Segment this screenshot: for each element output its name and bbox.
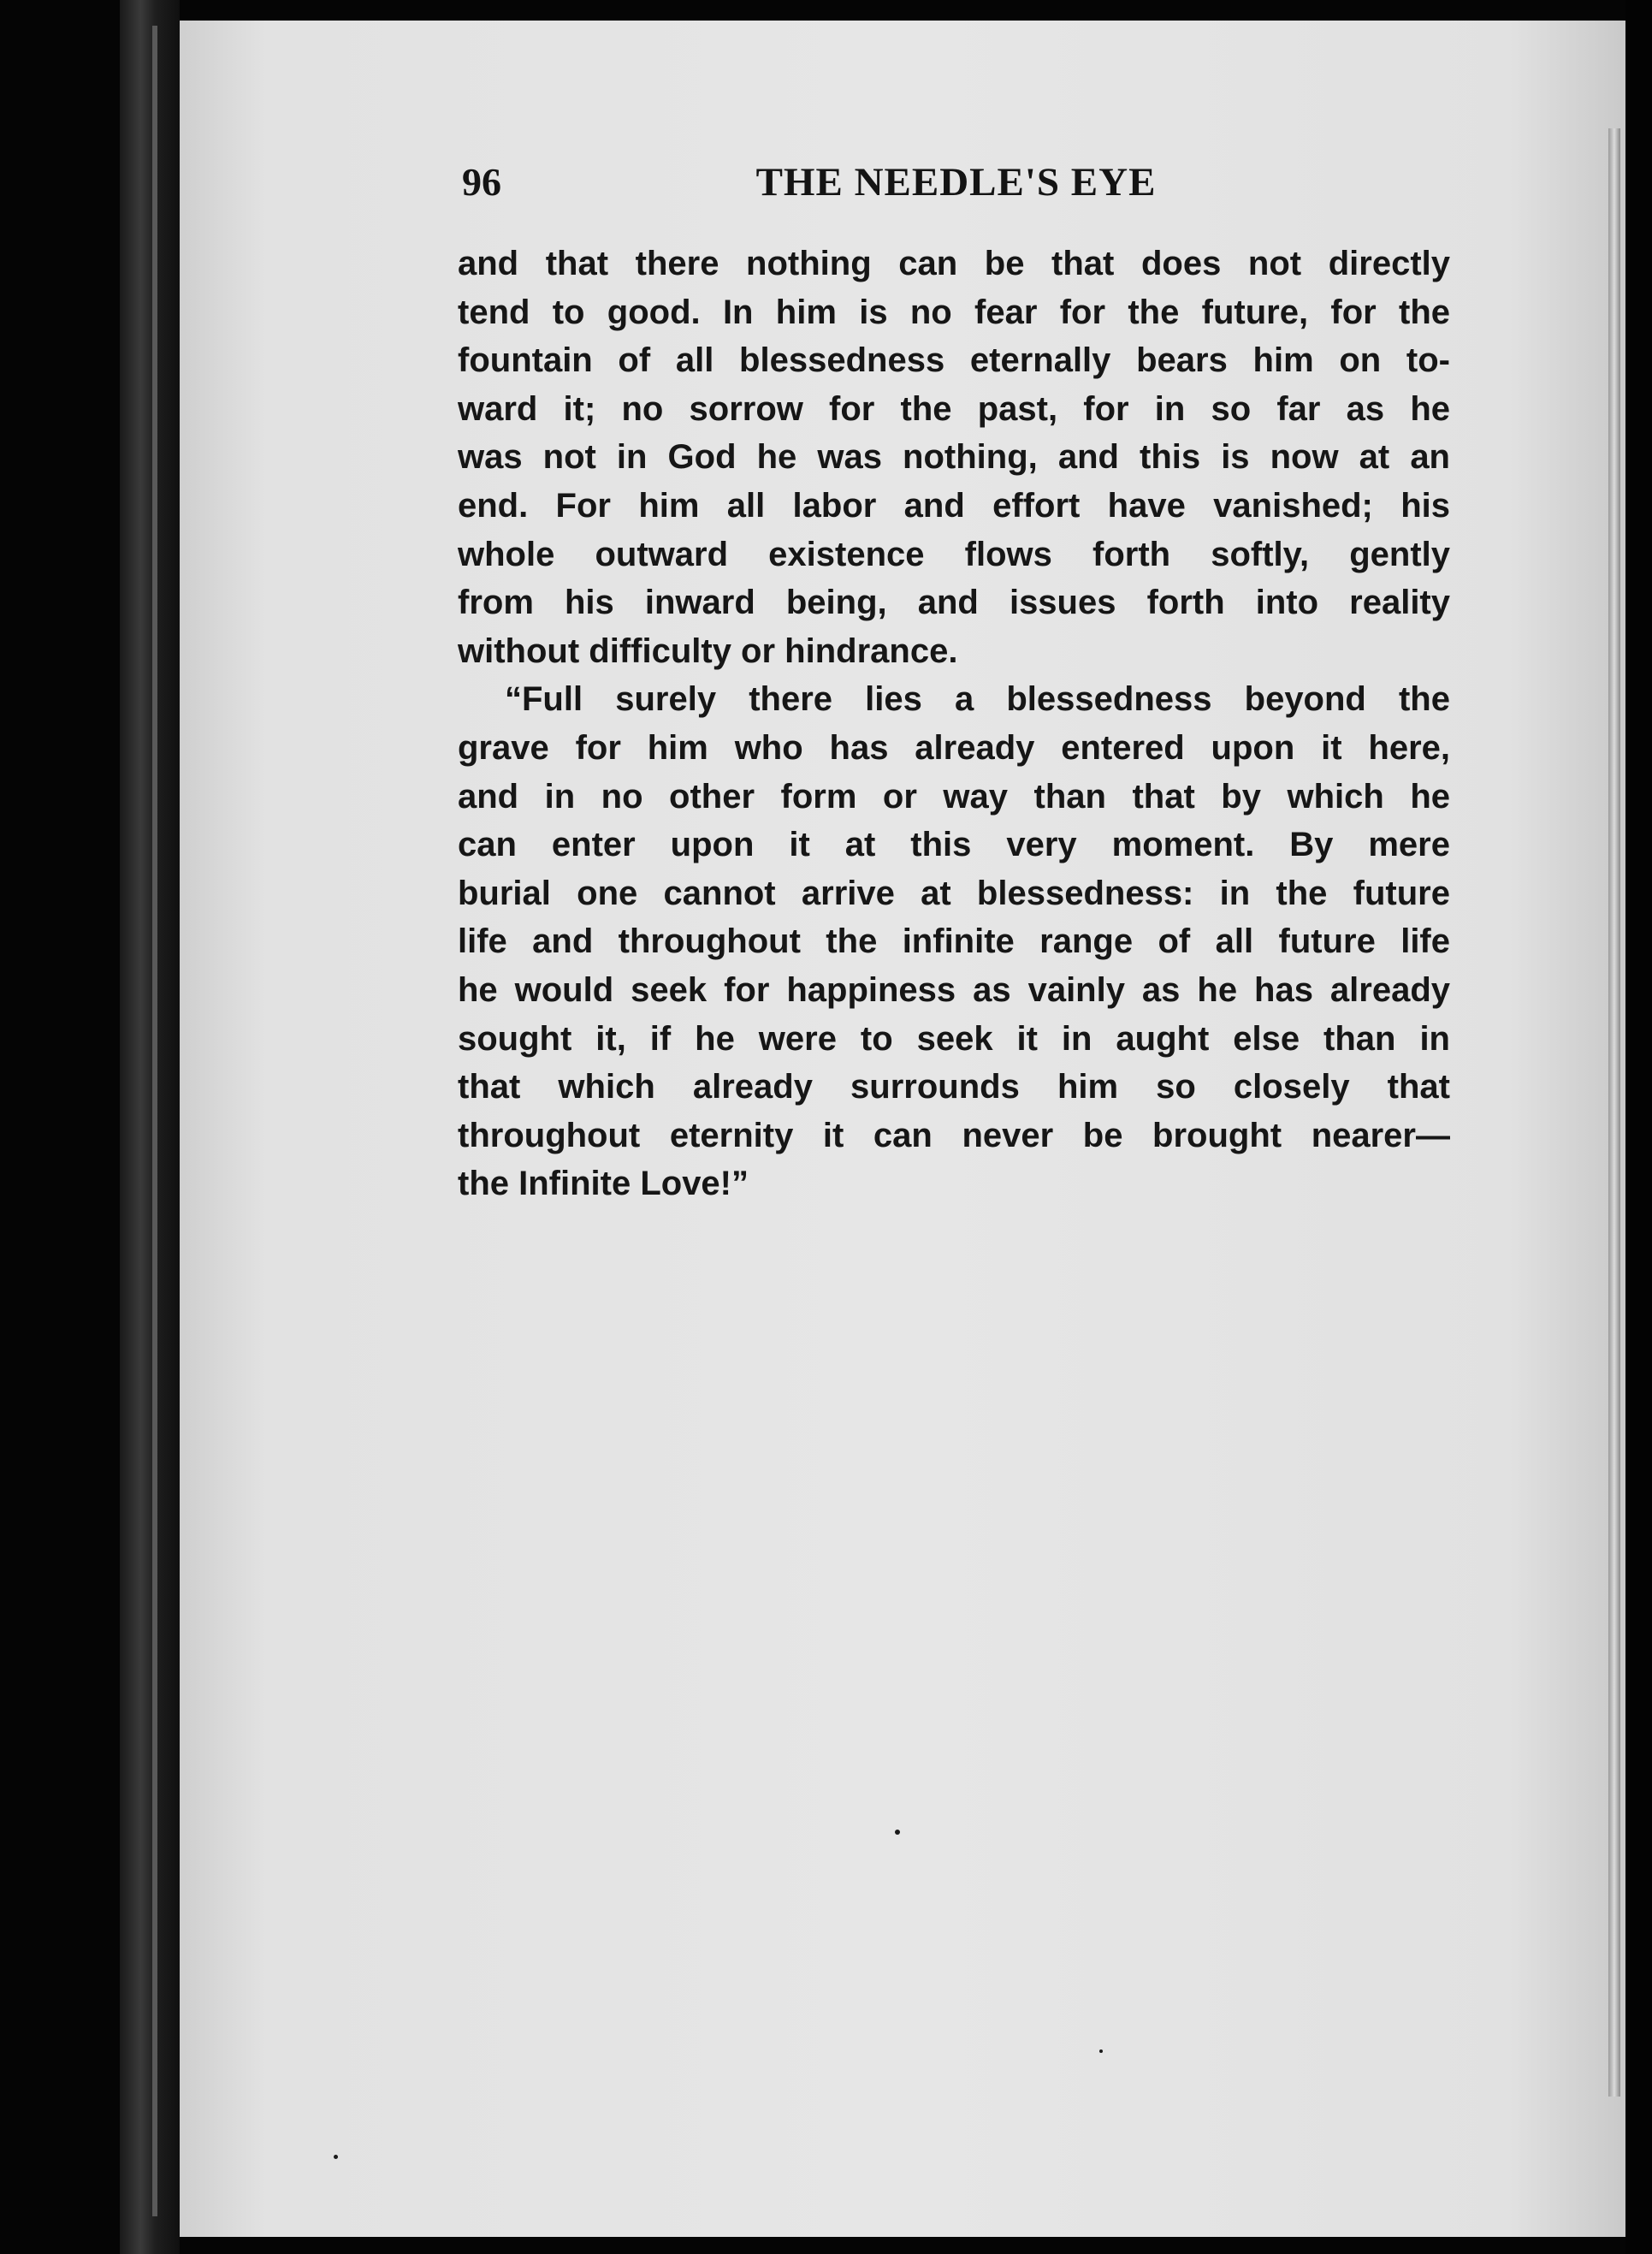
body-text (458, 240, 1450, 1208)
right-border (1625, 0, 1652, 2254)
text-line: without difficulty or hindrance. (458, 632, 958, 670)
text-line: “Full surely there lies a blessedness beyond the (505, 680, 1450, 719)
text-line: and that there nothing can be that does not directly (458, 245, 1450, 282)
text-line: whole outward existence flows forth softly, gently (458, 535, 1450, 573)
book-spine (120, 0, 180, 2254)
text-line: tend to good. In him is no fear for the future, for the (458, 293, 1450, 331)
text-line: and in no other form or way than that by which he (458, 777, 1450, 816)
paragraph (458, 675, 1450, 1208)
text-line: can enter upon it at this very moment. By mere (458, 826, 1450, 864)
dust-speck (895, 1830, 900, 1835)
dust-speck (1099, 2049, 1103, 2053)
text-line: burial one cannot arrive at blessedness: in the future (458, 874, 1450, 912)
text-line: grave for him who has already entered upon it here, (458, 728, 1450, 767)
text-line: throughout eternity it can never be brought nearer— (458, 1116, 1450, 1154)
paragraph (458, 240, 1450, 675)
text-line: fountain of all blessedness eternally bears him on to- (458, 341, 1450, 380)
text-line: was not in God he was nothing, and this is now at an (458, 438, 1450, 477)
spine-shadow-line (152, 26, 157, 2216)
text-line: he would seek for happiness as vainly as he has already (458, 970, 1450, 1009)
text-line: life and throughout the infinite range of all future life (458, 922, 1450, 961)
running-title: THE NEEDLE'S EYE (755, 160, 1157, 205)
text-line: sought it, if he were to seek it in aught else than in (458, 1019, 1450, 1058)
page-edge-shadow (1608, 128, 1620, 2097)
text-line: end. For him all labor and effort have vanished; his (458, 486, 1450, 525)
page-header (462, 152, 1450, 212)
text-line: the Infinite Love!” (458, 1165, 749, 1203)
text-line: ward it; no sorrow for the past, for in so far as he (458, 389, 1450, 428)
dust-speck (334, 2155, 338, 2159)
page-number: 96 (462, 160, 501, 204)
text-line: that which already surrounds him so closely that (458, 1068, 1450, 1106)
text-line: from his inward being, and issues forth into reality (458, 584, 1450, 622)
